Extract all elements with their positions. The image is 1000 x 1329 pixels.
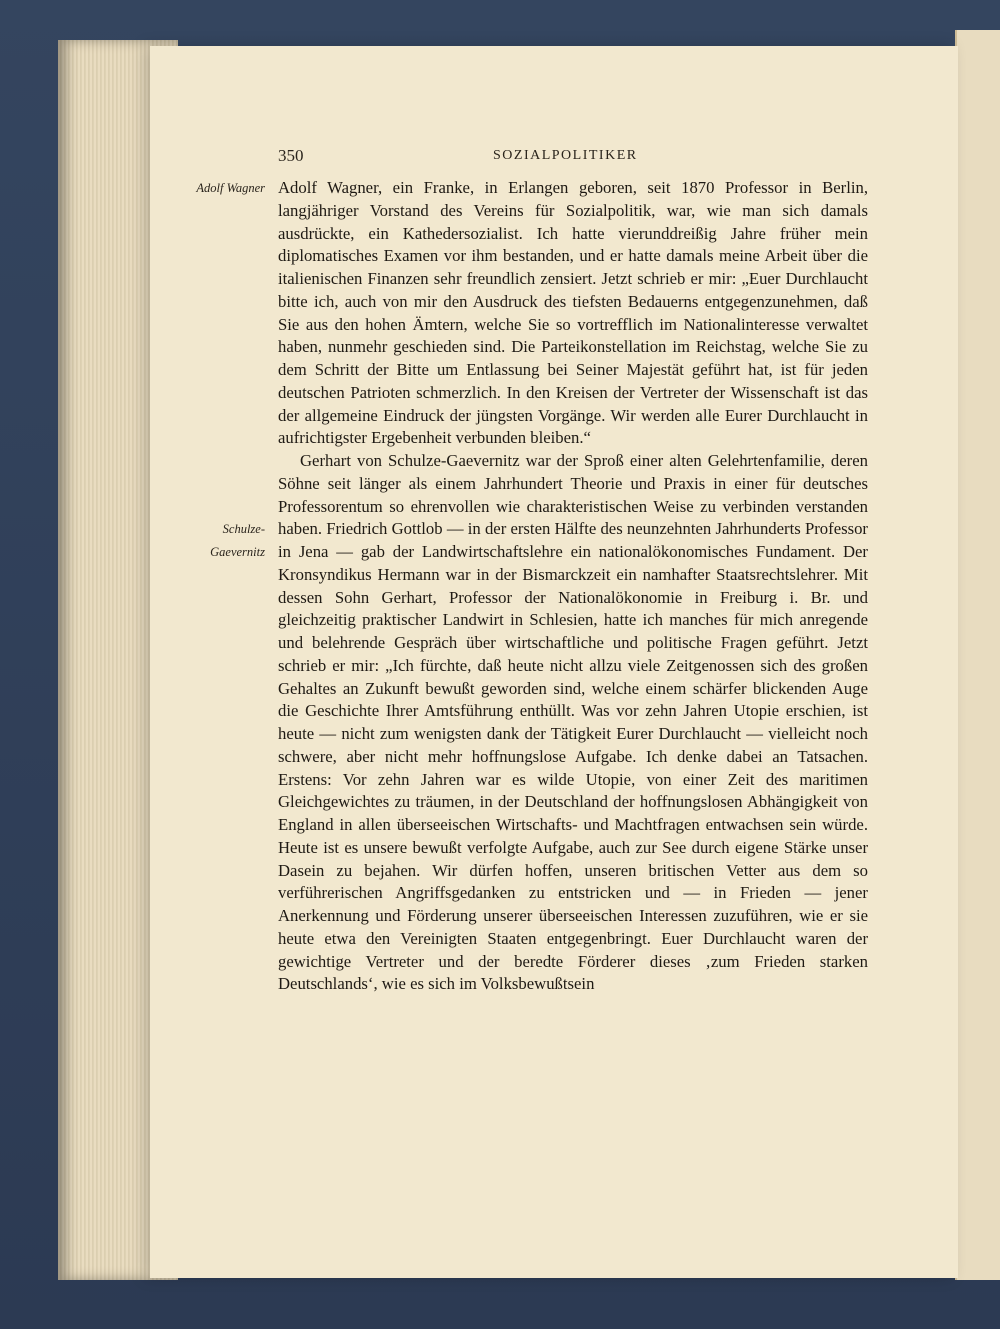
margin-note-schulze-line-1: Schulze- [222,522,265,536]
page-header [278,146,868,172]
margin-note-wagner: Adolf Wagner [196,181,265,195]
paragraph-wagner: Adolf Wagner, ein Franke, in Erlangen geboren, seit 1870 Professor in Berlin, langjähriger Vorstand des Vereins für Sozialpolitik, war, wie man sich damals ausdrückte, ein Kathedersozialist. Ich hatte vierunddreißig Jahre früher mein diplomatisches Examen vor ihm bestanden, und er hatte damals meine Arbeit über die italienischen Finanzen sehr freundlich zensiert. Jetzt schrieb er mir: „Euer Durchlaucht bitte ich, auch von mir den Ausdruck des tiefsten Bedauerns entgegenzunehmen, daß Sie aus den hohen Ämtern, welche Sie so vortrefflich im Nationalinteresse verwaltet haben, nunmehr geschieden sind. Die Parteikonstellation im Reichstag, welche Sie zu dem Schritt der Bitte um Entlassung bei Seiner Majestät geführt hat, ist für jeden deutschen Patrioten schmerzlich. In den Kreisen der Vertreter der Wissenschaft ist das der allgemeine Eindruck der jüngsten Vorgänge. Wir werden alle Eurer Durchlaucht in aufrichtigster Ergebenheit verbunden bleiben.“ [278,178,868,448]
body-text [278,177,868,996]
running-head: SOZIALPOLITIKER [493,148,638,163]
paragraph-schulze-gaevernitz: Gerhart von Schulze-Gaevernitz war der Sproß einer alten Gelehrtenfamilie, deren Söhne seit länger als einem Jahrhundert Theorie und Praxis in einer für deutsches Professorentum so ehrenvollen wie charakteristischen Weise zu verbinden verstanden haben. Friedrich Gottlob — in der ersten Hälfte des neunzehnten Jahrhunderts Professor in Jena — gab der Landwirtschaftslehre ein nationalökonomisches Fundament. Der Kronsyndikus Hermann war in der Bismarckzeit ein namhafter Staatsrechtslehrer. Mit dessen Sohn Gerhart, Professor der Nationalökonomie in Freiburg i. Br. und gleichzeitig praktischer Landwirt in Schlesien, hatte ich manches für mich anregende und belehrende Gespräch über wirtschaftliche und politische Fragen geführt. Jetzt schrieb er mir: „Ich fürchte, daß heute nicht allzu viele Zeitgenossen sich des großen Gehaltes an Zukunft bewußt geworden sind, welche einem schärfer blickenden Auge die Geschichte Ihrer Amtsführung enthüllt. Was vor zehn Jahren Utopie erschien, ist heute — nicht zum wenigsten dank der Tätigkeit Eurer Durchlaucht — vielleicht noch schwere, aber nicht mehr hoffnungslose Aufgabe. Ich denke dabei an Tatsachen. Erstens: Vor zehn Jahren war es wilde Utopie, von einer Zeit des maritimen Gleichgewichtes zu träumen, in der Deutschland der hoffnungslosen Abhängigkeit von England in allen überseeischen Wirtschafts- und Machtfragen entwachsen sein würde. Heute ist es unsere bewußt verfolgte Aufgabe, auch zur See durch eigene Stärke unser Dasein zu bejahen. Wir dürfen hoffen, unseren britischen Vetter aus dem so verführerischen Angriffsgedanken zu entstricken und — in Frieden — jener Anerkennung und Förderung unserer überseeischen Interessen zuzuführen, wie er sie heute etwa den Vereinigten Staaten entgegenbringt. Euer Durchlaucht waren der gewichtige Vertreter und der beredte Förderer dieses ‚zum Frieden starken Deutschlands‘, wie es sich im Volksbewußtsein [278,451,868,994]
page-number: 350 [278,146,304,165]
margin-note-schulze [150,518,265,563]
margin-note-schulze-line-2: Gaevernitz [210,544,265,559]
adjacent-page-edge [955,30,1000,1280]
